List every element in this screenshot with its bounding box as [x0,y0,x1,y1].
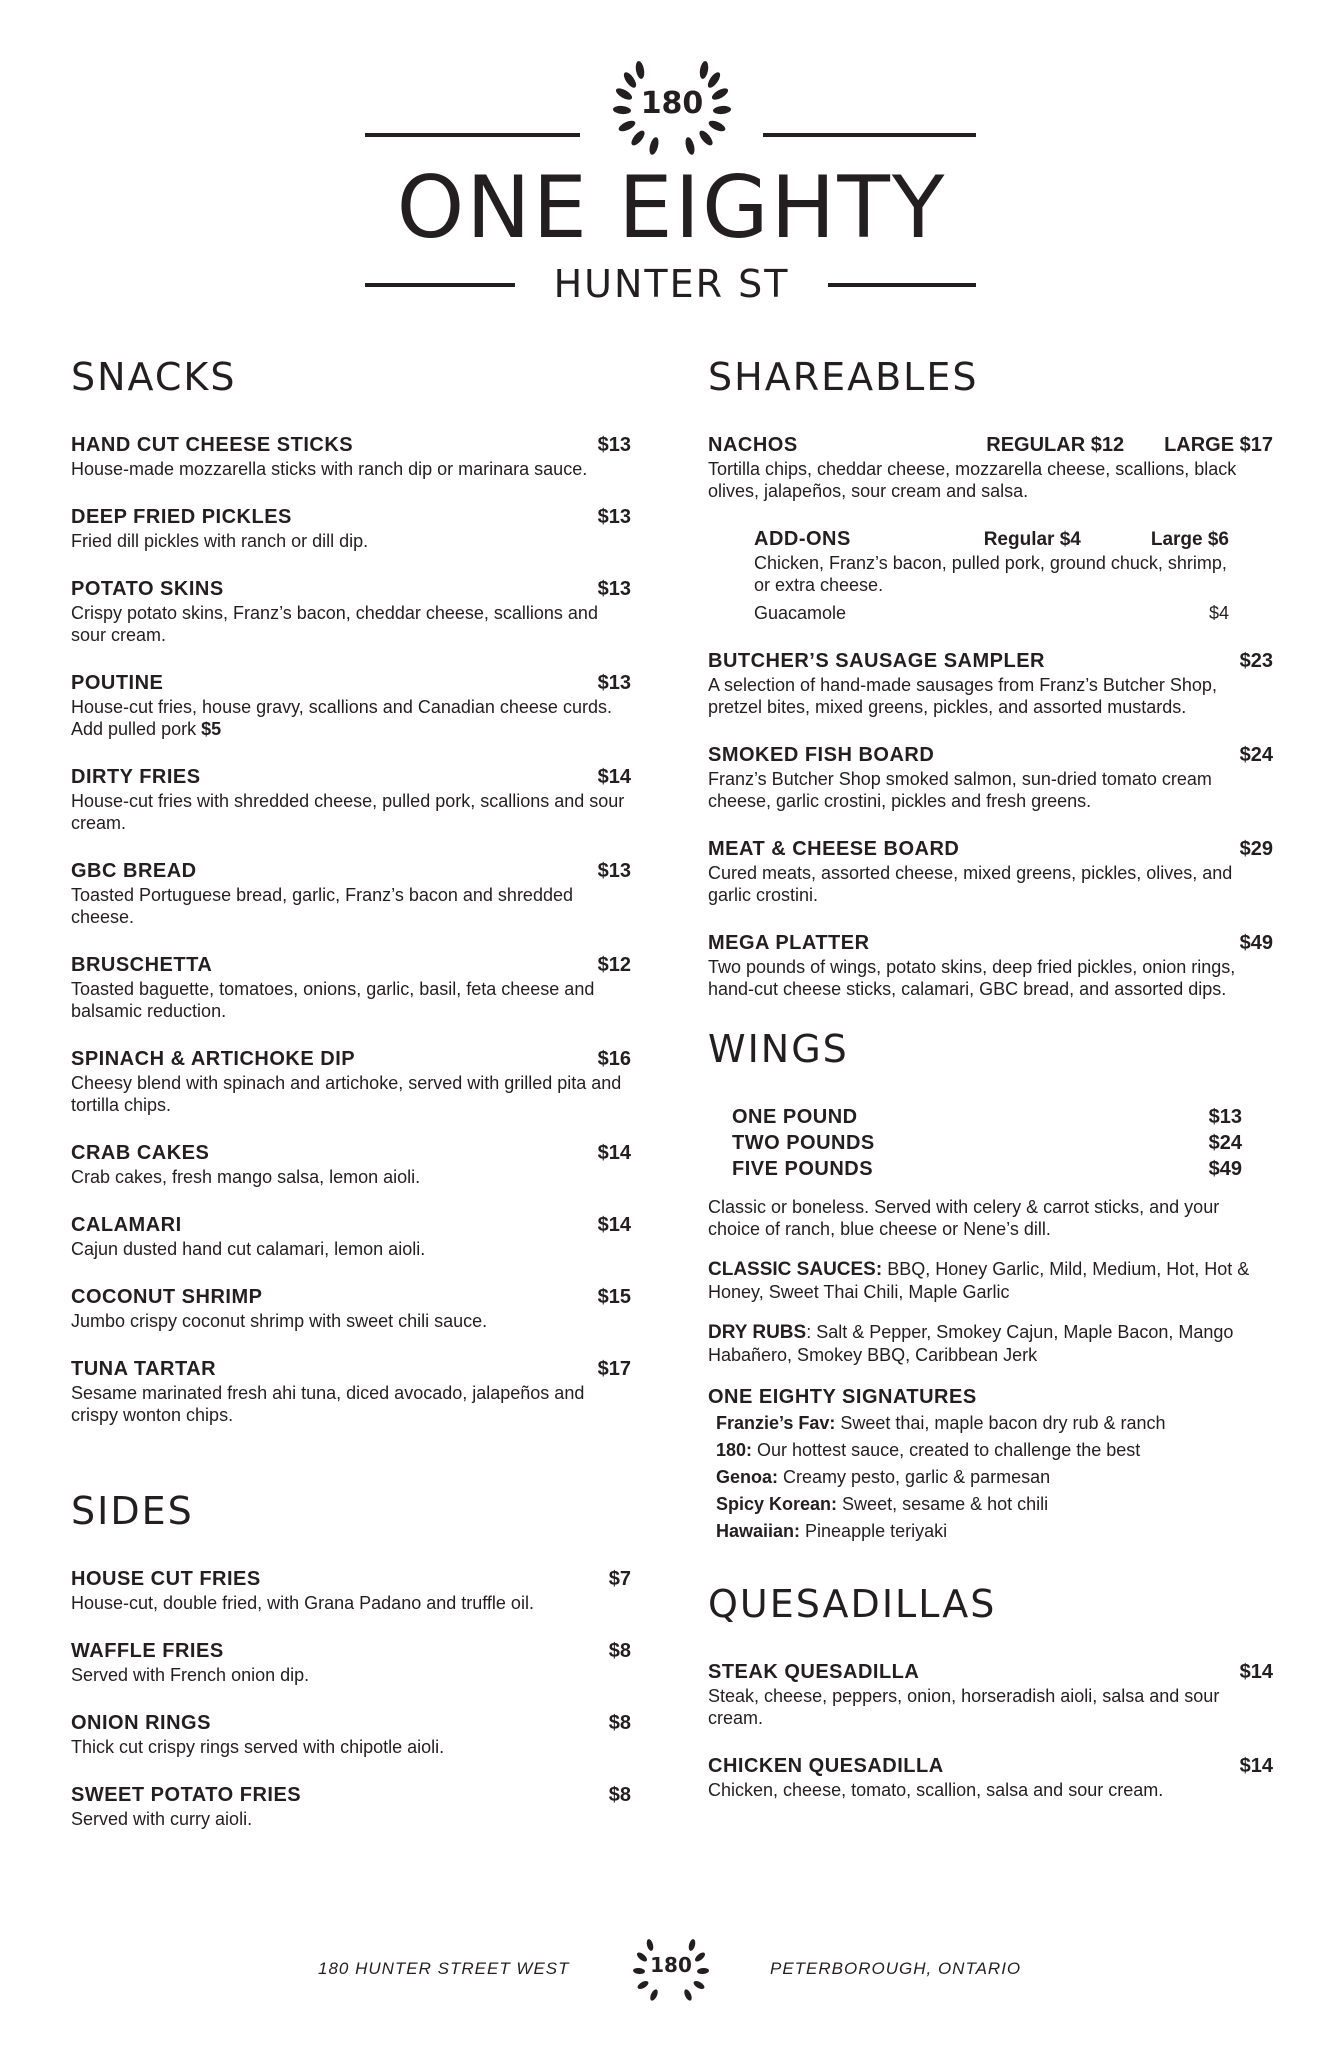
sides-heading: SIDES [71,1489,194,1533]
signature-description: Sweet thai, maple bacon dry rub & ranch [835,1413,1166,1433]
signature-list [716,1410,1273,1545]
item-description-text: Cheesy blend with spinach and artichoke, served with grilled pita and tortilla chips. [71,1073,622,1115]
addon-price-regular: Regular $4 [983,529,1081,550]
item-description [71,696,631,740]
item-price: $7 [608,1568,631,1590]
item-description [708,862,1273,906]
menu-item [71,1638,631,1686]
signature-item [716,1410,1273,1437]
menu-header [0,0,1343,320]
nachos-addons [754,526,1229,624]
item-description-text: House-cut fries, house gravy, scallions and Canadian cheese curds. Add pulled pork [71,697,612,739]
price-regular: REGULAR $12 [986,434,1125,456]
item-name: SWEET POTATO FRIES [71,1784,302,1806]
item-price: $8 [608,1712,631,1734]
right-column [708,352,1273,1825]
item-price: $8 [608,1640,631,1662]
item-name: DEEP FRIED PICKLES [71,506,292,528]
item-price: $13 [597,860,631,882]
item-description-text: Crab cakes, fresh mango salsa, lemon aioli. [71,1167,421,1187]
restaurant-street: HUNTER ST [553,262,790,306]
item-name: POUTINE [71,672,164,694]
item-description-text: House-cut fries with shredded cheese, pulled pork, scallions and sour cream. [71,791,625,833]
item-description-text: Cured meats, assorted cheese, mixed greens, pickles, olives, and garlic crostini. [708,863,1233,905]
item-description [71,458,631,480]
item-price: $17 [597,1358,631,1380]
item-description [71,1592,631,1614]
snacks-list [71,432,631,1426]
signature-name: Spicy Korean: [716,1494,838,1514]
menu-item [708,930,1273,1000]
item-description-text: Toasted Portuguese bread, garlic, Franz’s bacon and shredded cheese. [71,885,573,927]
wing-size-name: FIVE POUNDS [732,1158,874,1180]
menu-item [71,432,631,480]
item-description [71,602,631,646]
classic-sauces [708,1258,1273,1303]
footer-address: 180 HUNTER STREET WEST [318,1959,570,1978]
signature-name: Franzie’s Fav: [716,1413,836,1433]
signature-name: 180: [716,1440,753,1460]
item-price: $13 [597,506,631,528]
item-description-text: Served with curry aioli. [71,1809,253,1829]
menu-item [71,1140,631,1188]
item-price: $14 [1239,1661,1273,1683]
snacks-heading: SNACKS [71,355,237,399]
wings-heading: WINGS [708,1027,849,1071]
item-name: STEAK QUESADILLA [708,1661,920,1683]
item-description [71,790,631,834]
item-description-text: Two pounds of wings, potato skins, deep fried pickles, onion rings, hand-cut cheese sticks, calamari, GBC bread, and assorted dips. [708,957,1236,999]
item-description [708,1685,1273,1729]
shareables-list [708,648,1273,1000]
wing-size-name: ONE POUND [732,1106,858,1128]
logo-number: 180 [640,86,704,121]
menu-item [708,1659,1273,1729]
wing-size-price: $49 [1208,1158,1242,1180]
menu-item [71,1046,631,1116]
wing-size-price: $24 [1208,1132,1242,1154]
item-name: MEAT & CHEESE BOARD [708,838,960,860]
wing-size-name: TWO POUNDS [732,1132,875,1154]
menu-item [71,858,631,928]
signature-item [716,1518,1273,1545]
item-description-text: Cajun dusted hand cut calamari, lemon aioli. [71,1239,426,1259]
item-price: $13 [597,434,631,456]
menu-item [71,1284,631,1332]
signature-item [716,1464,1273,1491]
left-column [71,352,631,1854]
signature-name: Hawaiian: [716,1521,801,1541]
item-description [71,1382,631,1426]
item-description [71,530,631,552]
item-price: $14 [597,1214,631,1236]
item-description-text: Sesame marinated fresh ahi tuna, diced avocado, jalapeños and crispy wonton chips. [71,1383,585,1425]
item-description-text: Crispy potato skins, Franz’s bacon, cheddar cheese, scallions and sour cream. [71,603,598,645]
menu-item [708,648,1273,718]
item-description [71,1072,631,1116]
item-price: $29 [1239,838,1273,860]
wing-size-row [732,1130,1242,1156]
item-description [708,956,1273,1000]
header-rule-left [365,133,580,137]
item-name: TUNA TARTAR [71,1358,217,1380]
item-name: CALAMARI [71,1214,182,1236]
item-description-text: Steak, cheese, peppers, onion, horseradish aioli, salsa and sour cream. [708,1686,1220,1728]
item-name: DIRTY FRIES [71,766,201,788]
item-description-text: Franz’s Butcher Shop smoked salmon, sun-dried tomato cream cheese, garlic crostini, pickles and fresh greens. [708,769,1212,811]
item-description-text: Fried dill pickles with ranch or dill dip. [71,531,369,551]
footer-city: PETERBOROUGH, ONTARIO [770,1959,1022,1978]
item-price: $12 [597,954,631,976]
item-description [708,1779,1273,1801]
item-price: $8 [608,1784,631,1806]
menu-item [71,1356,631,1426]
item-description [71,1808,631,1830]
item-name: CHICKEN QUESADILLA [708,1755,944,1777]
guacamole-price: $4 [1208,603,1229,623]
menu-item [71,1566,631,1614]
menu-item [708,836,1273,906]
item-price: $14 [597,766,631,788]
item-description-text: House-made mozzarella sticks with ranch dip or marinara sauce. [71,459,588,479]
item-price: $49 [1239,932,1273,954]
item-name: SPINACH & ARTICHOKE DIP [71,1048,356,1070]
menu-item [708,1753,1273,1801]
addons-label: ADD-ONS [754,528,851,550]
dry-rubs-label: DRY RUBS [708,1322,807,1343]
quesadillas-heading: QUESADILLAS [708,1582,997,1626]
item-description-text: Toasted baguette, tomatoes, onions, garlic, basil, feta cheese and balsamic reduction. [71,979,595,1021]
menu-item-nachos [708,432,1273,502]
item-name: BRUSCHETTA [71,954,213,976]
header-rule-right [763,133,976,137]
item-description [71,1238,631,1260]
signature-item [716,1491,1273,1518]
item-name: SMOKED FISH BOARD [708,744,935,766]
signature-description: Creamy pesto, garlic & parmesan [778,1467,1051,1487]
item-price: $13 [597,578,631,600]
menu-footer [0,1935,1343,2015]
item-description [71,1664,631,1686]
footer-logo-number: 180 [650,1953,692,1977]
item-description [71,884,631,928]
dry-rubs-text: : Salt & Pepper, Smokey Cajun, Maple Bacon, Mango Habañero, Smokey BBQ, Caribbean Jerk [708,1322,1234,1365]
guacamole-label: Guacamole [754,603,847,623]
menu-item [71,670,631,740]
item-price: $14 [1239,1755,1273,1777]
item-description [71,1736,631,1758]
item-description [71,1166,631,1188]
item-name: BUTCHER’S SAUSAGE SAMPLER [708,650,1045,672]
item-name: NACHOS [708,434,798,456]
wings-intro: Classic or boneless. Served with celery & carrot sticks, and your choice of ranch, blue cheese or Nene’s dill. [708,1197,1220,1239]
signature-description: Sweet, sesame & hot chili [837,1494,1049,1514]
item-description-text: Thick cut crispy rings served with chipotle aioli. [71,1737,445,1757]
item-name: CRAB CAKES [71,1142,210,1164]
item-description-text: Served with French onion dip. [71,1665,310,1685]
menu-item [71,764,631,834]
classic-sauces-text: BBQ, Honey Garlic, Mild, Medium, Hot, Hot & Honey, Sweet Thai Chili, Maple Garlic [708,1259,1250,1302]
item-price: $14 [597,1142,631,1164]
item-description-text: A selection of hand-made sausages from Franz’s Butcher Shop, pretzel bites, mixed greens, pickles, and assorted mustards. [708,675,1217,717]
signature-description: Pineapple teriyaki [800,1521,948,1541]
item-description-text: Jumbo crispy coconut shrimp with sweet chili sauce. [71,1311,488,1331]
menu-item [71,952,631,1022]
item-description [71,1310,631,1332]
item-name: GBC BREAD [71,860,197,882]
item-price: $13 [597,672,631,694]
laurel-logo [602,58,742,158]
item-description [71,978,631,1022]
item-description: Tortilla chips, cheddar cheese, mozzarella cheese, scallions, black olives, jalapeños, sour cream and salsa. [708,459,1237,501]
nachos-prices [986,434,1273,457]
menu-item [71,576,631,646]
menu-item [71,1212,631,1260]
item-name: WAFFLE FRIES [71,1640,224,1662]
item-name: ONION RINGS [71,1712,211,1734]
subtitle-rule-right [828,283,976,287]
item-description-text: Chicken, cheese, tomato, scallion, salsa and sour cream. [708,1780,1164,1800]
item-description [708,674,1273,718]
signatures-heading: ONE EIGHTY SIGNATURES [708,1386,977,1408]
item-name: HOUSE CUT FRIES [71,1568,261,1590]
menu-item [708,742,1273,812]
signature-item [716,1437,1273,1464]
item-name: POTATO SKINS [71,578,224,600]
shareables-heading: SHAREABLES [708,355,979,399]
footer-laurel-logo [628,1935,714,2005]
dry-rubs [708,1321,1273,1366]
signature-name: Genoa: [716,1467,779,1487]
menu-item [71,1782,631,1830]
item-addon-price: $5 [201,719,222,739]
classic-sauces-label: CLASSIC SAUCES: [708,1259,883,1280]
addons-prices [984,529,1229,551]
wing-size-price: $13 [1208,1106,1242,1128]
item-price: $23 [1239,650,1273,672]
item-price: $24 [1239,744,1273,766]
wing-size-row [732,1156,1242,1182]
wing-size-list [732,1104,1242,1182]
addons-description: Chicken, Franz’s bacon, pulled pork, ground chuck, shrimp, or extra cheese. [754,553,1227,595]
menu-item [71,1710,631,1758]
item-name: HAND CUT CHEESE STICKS [71,434,354,456]
restaurant-name: ONE EIGHTY [396,158,947,258]
addon-price-large: Large $6 [1150,529,1229,550]
menu-item [71,504,631,552]
quesadillas-list [708,1659,1273,1801]
item-price: $15 [597,1286,631,1308]
item-name: COCONUT SHRIMP [71,1286,263,1308]
price-large: LARGE $17 [1164,434,1273,456]
sides-list [71,1566,631,1830]
signature-description: Our hottest sauce, created to challenge the best [752,1440,1141,1460]
wing-size-row [732,1104,1242,1130]
item-description-text: House-cut, double fried, with Grana Padano and truffle oil. [71,1593,534,1613]
item-price: $16 [597,1048,631,1070]
item-description [708,768,1273,812]
item-name: MEGA PLATTER [708,932,870,954]
